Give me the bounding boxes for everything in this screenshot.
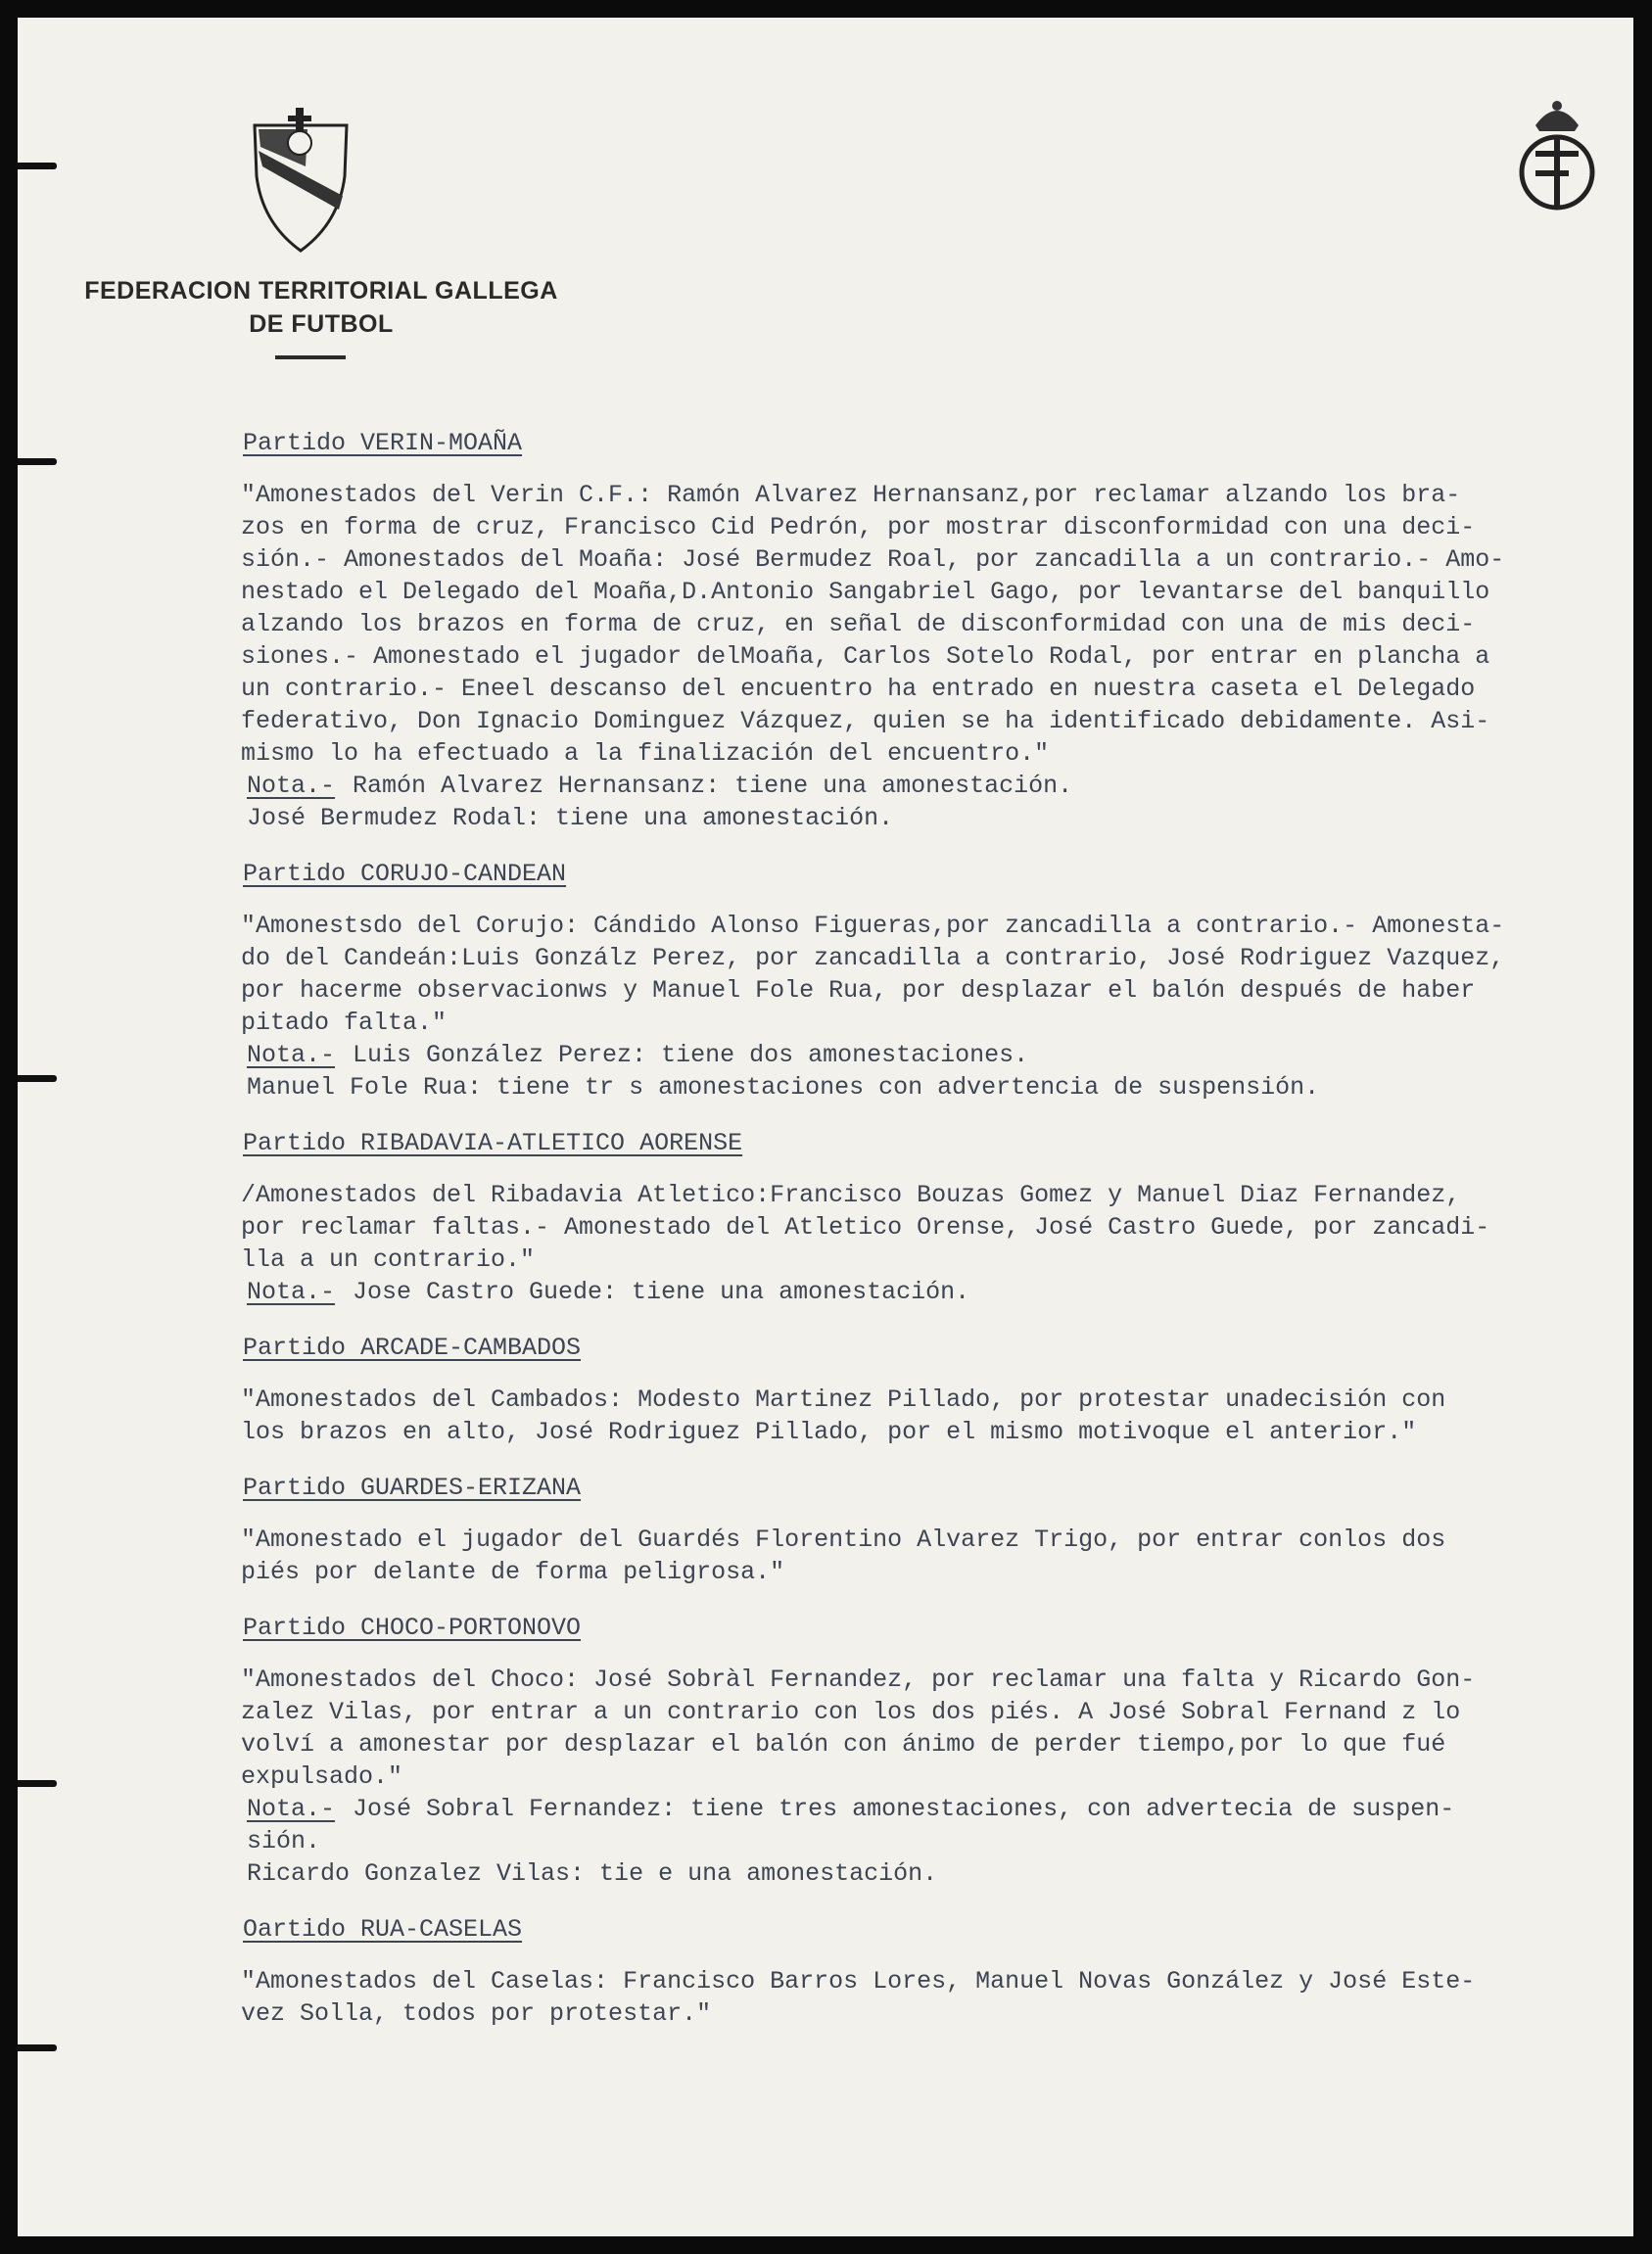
referee-report: "Amonestados del Choco: José Sobràl Fernandez, por reclamar una falta y Ricardo Gon- zalez Vilas, por entrar a un contrario con los dos piés. A José Sobral Fernand z lo volví a amonestar por desplazar el balón con ánimo de perder tiempo,por lo que fué expulsado." bbox=[241, 1666, 1476, 1791]
match-title: Partido RIBADAVIA-ATLETICO AORENSE bbox=[243, 1129, 743, 1157]
referee-report: "Amonestsdo del Corujo: Cándido Alonso Figueras,por zancadilla a contrario.- Amonesta- do del Candeán:Luis Gonzálz Perez, por zancadilla a contrario, José Rodriguez Vazquez, por hacerme observacionws y Manuel Fole Rua, por desplazar el balón después de haber pitado falta." bbox=[241, 912, 1505, 1037]
note-text: Ramón Alvarez Hernansanz: tiene una amonestación. bbox=[353, 772, 1073, 800]
referee-report: "Amonestados del Verin C.F.: Ramón Alvarez Hernansanz,por reclamar alzando los bra- zos en forma de cruz, Francisco Cid Pedrón, por mostrar disconformidad con una deci- sión.- Amonestados del Moaña: José Bermudez Roal, por zancadilla a un contrario.- Amo- nestado el Delegado del Moaña,D.Antonio Sangabriel Gago, por levantarse del banquillo alzando los brazos en forma de cruz, en señal de disconformidad con una de mis deci- siones.- Amonestado el jugador delMoaña, Carlos Sotelo Rodal, por entrar en plancha a un contrario.- Eneel descanso del encuentro ha entrado en nuestra caseta el Delegado federativo, Don Ignacio Dominguez Vázquez, quien se ha identificado debidamente. Asi- mismo lo ha efectuado a la finalización del encuentro." bbox=[241, 481, 1505, 768]
punch-hole-mark bbox=[18, 1780, 57, 1787]
header-divider bbox=[275, 355, 346, 359]
punch-hole-mark bbox=[18, 2044, 57, 2051]
referee-report: "Amonestados del Cambados: Modesto Martinez Pillado, por protestar unadecisión con los brazos en alto, José Rodriguez Pillado, por el mismo motivoque el anterior." bbox=[241, 1385, 1446, 1446]
note-text: José Sobral Fernandez: tiene tres amonestaciones, con advertecia de suspen- sión. bbox=[247, 1795, 1455, 1855]
match-title: Oartido RUA-CASELAS bbox=[243, 1915, 523, 1944]
match-title: Partido ARCADE-CAMBADOS bbox=[243, 1334, 582, 1362]
note-text: Ricardo Gonzalez Vilas: tie e una amonestación. bbox=[247, 1859, 938, 1888]
note-text: Jose Castro Guede: tiene una amonestación. bbox=[353, 1278, 970, 1306]
punch-hole-mark bbox=[18, 163, 57, 169]
referee-report: /Amonestados del Ribadavia Atletico:Francisco Bouzas Gomez y Manuel Diaz Fernandez, por reclamar faltas.- Amonestado del Atletico Orense, José Castro Guede, por zancadi- lla a un contrario." bbox=[241, 1181, 1490, 1274]
match-section bbox=[229, 1472, 1629, 1588]
match-title: Partido VERIN-MOAÑA bbox=[243, 429, 523, 457]
match-section bbox=[229, 1612, 1629, 1890]
referee-report: "Amonestado el jugador del Guardés Florentino Alvarez Trigo, por entrar conlos dos piés por delante de forma peligrosa." bbox=[241, 1526, 1446, 1586]
crowned-fef-emblem-icon bbox=[1510, 96, 1604, 233]
note-label: Nota.- bbox=[247, 1795, 336, 1823]
match-section bbox=[229, 1127, 1629, 1308]
match-title: Partido GUARDES-ERIZANA bbox=[243, 1474, 582, 1502]
match-title: Partido CORUJO-CANDEAN bbox=[243, 860, 567, 888]
referee-report: "Amonestados del Caselas: Francisco Barros Lores, Manuel Novas González y José Este- vez Solla, todos por protestar." bbox=[241, 1967, 1476, 2028]
note-label: Nota.- bbox=[247, 1041, 336, 1069]
note-text: Luis González Perez: tiene dos amonestaciones. bbox=[353, 1041, 1029, 1069]
shield-crest-icon bbox=[249, 108, 353, 255]
note-text: José Bermudez Rodal: tiene una amonestación. bbox=[247, 804, 894, 832]
note-label: Nota.- bbox=[247, 772, 336, 800]
note-text: Manuel Fole Rua: tiene tr s amonestaciones con advertencia de suspensión. bbox=[247, 1073, 1320, 1102]
federation-name-line1: FEDERACION TERRITORIAL GALLEGA bbox=[84, 277, 558, 305]
document-page bbox=[18, 18, 1633, 2236]
note-label: Nota.- bbox=[247, 1278, 336, 1306]
punch-hole-mark bbox=[18, 1075, 57, 1082]
match-section bbox=[229, 1332, 1629, 1448]
federation-header bbox=[76, 274, 566, 341]
match-section bbox=[229, 427, 1629, 834]
federation-name-line2: DE FUTBOL bbox=[249, 310, 394, 338]
report-body bbox=[229, 427, 1629, 2053]
punch-hole-mark bbox=[18, 458, 57, 465]
match-section bbox=[229, 858, 1629, 1104]
match-section bbox=[229, 1913, 1629, 2030]
match-title: Partido CHOCO-PORTONOVO bbox=[243, 1614, 582, 1642]
